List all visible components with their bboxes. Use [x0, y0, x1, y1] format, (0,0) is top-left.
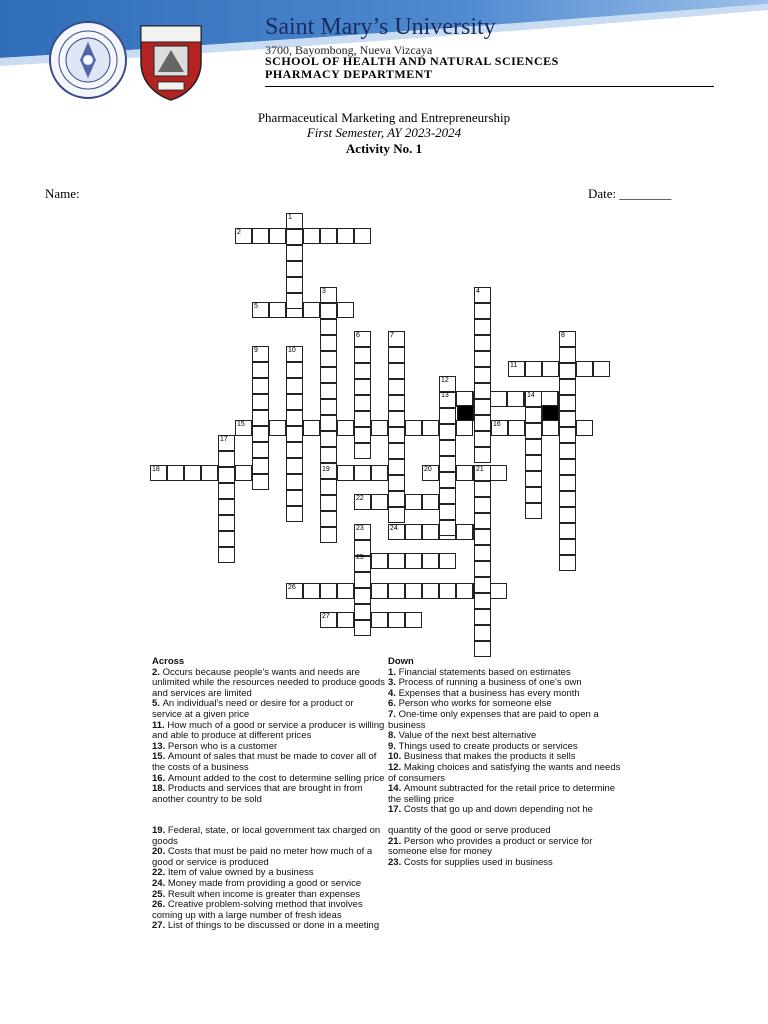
- crossword-cell[interactable]: [354, 465, 371, 481]
- clue-item: [152, 752, 386, 773]
- crossword-cell[interactable]: [559, 427, 576, 443]
- down-heading: Down: [388, 656, 414, 667]
- crossword-cell[interactable]: [218, 515, 235, 531]
- clue-number: 13.: [152, 740, 168, 752]
- clue-text: Costs that go up and down depending not he: [403, 804, 593, 816]
- crossword-cell[interactable]: [320, 319, 337, 335]
- crossword-cell[interactable]: [507, 391, 524, 407]
- clue-text: Products and services that are brought in from another country to be sold: [152, 783, 363, 805]
- crossword-blocked-cell: [542, 405, 559, 421]
- crossword-cell[interactable]: [474, 415, 491, 431]
- crossword-cell[interactable]: [167, 465, 184, 481]
- crossword-cell[interactable]: [337, 612, 354, 628]
- crossword-cell[interactable]: [559, 491, 576, 507]
- clue-text: Process of running a business of one’s own: [398, 677, 582, 689]
- crossword-clue-number: 21: [476, 466, 484, 473]
- clue-number: 24.: [152, 877, 168, 889]
- crossword-cell[interactable]: [320, 495, 337, 511]
- crossword-cell[interactable]: [354, 228, 371, 244]
- crossword-cell[interactable]: [439, 456, 456, 472]
- crossword-cell[interactable]: [474, 513, 491, 529]
- crossword-clue-number: 12: [441, 377, 449, 384]
- clue-item: [152, 921, 386, 932]
- clue-number: 11.: [152, 719, 168, 731]
- clue-text: Making choices and satisfying the wants and needs of consumers: [388, 761, 621, 784]
- crossword-clue-number: 2: [237, 229, 241, 236]
- crossword-cell[interactable]: [337, 420, 354, 436]
- clue-item: [152, 900, 386, 921]
- clue-text: Amount of sales that must be made to cover all of the costs of a business: [152, 751, 377, 773]
- crossword-cell[interactable]: [354, 411, 371, 427]
- across-clues-bottom: [152, 826, 386, 932]
- crossword-cell[interactable]: [405, 553, 422, 569]
- crossword-cell[interactable]: [388, 347, 405, 363]
- clue-item: [152, 699, 386, 720]
- clue-number: 19.: [152, 825, 168, 836]
- crossword-cell[interactable]: [456, 524, 473, 540]
- crossword-cell[interactable]: [439, 488, 456, 504]
- crossword-cell[interactable]: [388, 411, 405, 427]
- crossword-clue-number: 9: [254, 347, 258, 354]
- crossword-cell[interactable]: [371, 553, 388, 569]
- semester-label: First Semester, AY 2023-2024: [306, 125, 462, 140]
- crossword-cell[interactable]: [474, 593, 491, 609]
- crossword-cell[interactable]: [303, 302, 320, 318]
- crossword-cell[interactable]: [286, 426, 303, 442]
- crossword-cell[interactable]: [474, 481, 491, 497]
- crossword-clue-number: 14: [527, 392, 535, 399]
- clue-text: Occurs because people’s wants and needs are unlimited while the resources needed to produce goods and services are limited: [152, 666, 385, 699]
- crossword-cell[interactable]: [286, 442, 303, 458]
- crossword-cell[interactable]: [525, 361, 542, 377]
- crossword-cell[interactable]: [371, 465, 388, 481]
- crossword-cell[interactable]: [388, 459, 405, 475]
- crossword-cell[interactable]: [388, 379, 405, 395]
- crossword-cell[interactable]: [439, 504, 456, 520]
- clue-number: 20.: [152, 846, 168, 858]
- clue-text: Value of the next best alternative: [398, 730, 537, 742]
- clue-text: Creative problem-solving method that involves coming up with a large number of fresh ideas: [152, 899, 363, 921]
- clue-number: 6.: [388, 698, 399, 710]
- crossword-cell[interactable]: [354, 604, 371, 620]
- clue-number: 15.: [152, 751, 168, 763]
- crossword-cell[interactable]: [525, 439, 542, 455]
- clue-number: 16.: [152, 772, 168, 784]
- crossword-clue-number: 19: [322, 466, 330, 473]
- crossword-cell[interactable]: [474, 303, 491, 319]
- crossword-cell[interactable]: [405, 583, 422, 599]
- crossword-cell[interactable]: [439, 408, 456, 424]
- crossword-cell[interactable]: [474, 641, 491, 657]
- clue-text: Financial statements based on estimates: [398, 666, 571, 678]
- crossword-cell[interactable]: [337, 228, 354, 244]
- crossword-cell[interactable]: [388, 395, 405, 411]
- crossword-cell[interactable]: [269, 228, 286, 244]
- clue-number: 5.: [152, 698, 163, 710]
- clue-number: 25.: [152, 888, 168, 900]
- crossword-cell[interactable]: [439, 553, 456, 569]
- crossword-cell[interactable]: [388, 475, 405, 491]
- crossword-cell[interactable]: [405, 420, 422, 436]
- clue-item: [152, 784, 386, 805]
- crossword-cell[interactable]: [354, 379, 371, 395]
- clue-text: Amount added to the cost to determine selling price: [167, 772, 385, 784]
- crossword-cell[interactable]: [474, 609, 491, 625]
- crossword-cell[interactable]: [218, 547, 235, 563]
- crossword-cell[interactable]: [218, 499, 235, 515]
- crossword-cell[interactable]: [405, 524, 422, 540]
- crossword-cell[interactable]: [286, 245, 303, 261]
- crossword-cell[interactable]: [354, 347, 371, 363]
- crossword-clue-number: 5: [254, 303, 258, 310]
- crossword-cell[interactable]: [559, 379, 576, 395]
- crossword-cell[interactable]: [320, 228, 337, 244]
- clue-item: [388, 710, 628, 731]
- crossword-clue-number: 1: [288, 214, 292, 221]
- crossword-cell[interactable]: [286, 394, 303, 410]
- crossword-cell[interactable]: [474, 383, 491, 399]
- crossword-cell[interactable]: [286, 261, 303, 277]
- crossword-cell[interactable]: [337, 465, 354, 481]
- clue-text: Costs that must be paid no meter how much of a good or service is produced: [152, 846, 373, 868]
- clue-number: 7.: [388, 708, 399, 720]
- crossword-cell[interactable]: [474, 351, 491, 367]
- clue-item: [152, 721, 386, 742]
- crossword-cell[interactable]: [371, 420, 388, 436]
- clue-text: Result when income is greater than expenses: [167, 888, 361, 900]
- crossword-cell[interactable]: [422, 420, 439, 436]
- down-clues-bottom: [388, 826, 628, 868]
- crossword-cell[interactable]: [508, 420, 525, 436]
- clue-item: [152, 847, 386, 868]
- crossword-cell[interactable]: [439, 583, 456, 599]
- clue-text: List of things to be discussed or done in a meeting: [167, 920, 380, 932]
- crossword-cell[interactable]: [320, 367, 337, 383]
- clue-text: One-time only expenses that are paid to open a business: [388, 708, 599, 731]
- crossword-cell[interactable]: [456, 465, 473, 481]
- crossword-cell[interactable]: [286, 474, 303, 490]
- crossword-cell[interactable]: [354, 427, 371, 443]
- crossword-cell[interactable]: [286, 293, 303, 309]
- school-name: SCHOOL OF HEALTH AND NATURAL SCIENCES: [265, 54, 559, 68]
- down-clues-top: [388, 657, 628, 816]
- clue-item: [388, 858, 628, 869]
- crossword-clue-number: 24: [390, 525, 398, 532]
- crossword-cell[interactable]: [388, 612, 405, 628]
- crossword-cell[interactable]: [525, 455, 542, 471]
- crossword-cell[interactable]: [320, 511, 337, 527]
- crossword-cell[interactable]: [422, 583, 439, 599]
- crossword-cell[interactable]: [269, 302, 286, 318]
- crossword-cell[interactable]: [252, 442, 269, 458]
- crossword-cell[interactable]: [337, 302, 354, 318]
- crossword-clue-number: 26: [288, 584, 296, 591]
- clue-text: quantity of the good or serve produced: [388, 825, 551, 836]
- clue-number: 22.: [152, 867, 168, 879]
- crossword-cell[interactable]: [286, 490, 303, 506]
- clue-number: 27.: [152, 920, 168, 932]
- crossword-cell[interactable]: [388, 363, 405, 379]
- clue-text: Costs for supplies used in business: [403, 856, 553, 868]
- crossword-cell[interactable]: [490, 465, 507, 481]
- crossword-cell[interactable]: [405, 612, 422, 628]
- crossword-cell[interactable]: [252, 362, 269, 378]
- crossword-clue-number: 11: [510, 362, 518, 369]
- crossword-cell[interactable]: [525, 423, 542, 439]
- name-field-label: Name:: [45, 186, 80, 201]
- crossword-cell[interactable]: [252, 394, 269, 410]
- crossword-cell[interactable]: [474, 431, 491, 447]
- crossword-clue-number: 4: [476, 288, 480, 295]
- clue-text: How much of a good or service a producer is willing and able to produce at different prices: [152, 719, 385, 742]
- crossword-cell[interactable]: [388, 553, 405, 569]
- crossword-cell[interactable]: [474, 545, 491, 561]
- crossword-cell[interactable]: [559, 539, 576, 555]
- crossword-clue-number: 27: [322, 613, 330, 620]
- crossword-cell[interactable]: [559, 475, 576, 491]
- clue-text: Amount subtracted for the retail price to determine the selling price: [388, 783, 616, 805]
- crossword-cell[interactable]: [286, 458, 303, 474]
- clue-text: Person who works for someone else: [398, 698, 552, 710]
- crossword-clue-number: 17: [220, 436, 228, 443]
- crossword-cell[interactable]: [337, 583, 354, 599]
- crossword-cell[interactable]: [576, 361, 593, 377]
- crossword-cell[interactable]: [525, 503, 542, 519]
- crossword-cell[interactable]: [286, 362, 303, 378]
- clue-number: 14.: [388, 783, 404, 795]
- clue-text: Federal, state, or local government tax charged on goods: [152, 825, 381, 847]
- clue-number: 18.: [152, 783, 168, 795]
- crossword-cell[interactable]: [559, 363, 576, 379]
- crossword-cell[interactable]: [474, 529, 491, 545]
- crossword-clue-number: 16: [493, 421, 501, 428]
- crossword-clue-number: 15: [237, 421, 245, 428]
- crossword-cell[interactable]: [252, 426, 269, 442]
- crossword-cell[interactable]: [320, 527, 337, 543]
- crossword-cell[interactable]: [269, 420, 286, 436]
- crossword-cell[interactable]: [252, 410, 269, 426]
- department-name: PHARMACY DEPARTMENT: [265, 67, 433, 81]
- crossword-cell[interactable]: [405, 494, 422, 510]
- crossword-cell[interactable]: [320, 447, 337, 463]
- crossword-clue-number: 6: [356, 332, 360, 339]
- clue-text: Item of value owned by a business: [167, 867, 314, 879]
- crossword-cell[interactable]: [593, 361, 610, 377]
- crossword-cell[interactable]: [474, 399, 491, 415]
- crossword-cell[interactable]: [320, 335, 337, 351]
- crossword-cell[interactable]: [354, 572, 371, 588]
- crossword-cell[interactable]: [252, 474, 269, 490]
- crossword-cell[interactable]: [218, 451, 235, 467]
- crossword-cell[interactable]: [320, 479, 337, 495]
- crossword-cell[interactable]: [320, 583, 337, 599]
- crossword-cell[interactable]: [422, 494, 439, 510]
- crossword-cell[interactable]: [218, 531, 235, 547]
- crossword-clue-number: 25: [356, 554, 364, 561]
- crossword-cell[interactable]: [320, 399, 337, 415]
- clue-text: Things used to create products or services: [398, 740, 578, 752]
- clue-text: Person who is a customer: [167, 740, 278, 752]
- crossword-cell[interactable]: [320, 415, 337, 431]
- crossword-cell[interactable]: [559, 411, 576, 427]
- clue-number: 9.: [388, 740, 399, 752]
- clue-number: 21.: [388, 835, 404, 847]
- university-address: 3700, Bayombong, Nueva Vizcaya: [265, 43, 433, 57]
- crossword-cell[interactable]: [474, 577, 491, 593]
- activity-title: Activity No. 1: [345, 141, 423, 156]
- crossword-cell[interactable]: [218, 483, 235, 499]
- crossword-cell[interactable]: [422, 524, 439, 540]
- crossword-clue-number: 10: [288, 347, 296, 354]
- crossword-cell[interactable]: [303, 420, 320, 436]
- clue-number: 17.: [388, 804, 404, 816]
- crossword-cell[interactable]: [439, 424, 456, 440]
- crossword-cell[interactable]: [320, 431, 337, 447]
- crossword-cell[interactable]: [252, 458, 269, 474]
- crossword-cell[interactable]: [354, 395, 371, 411]
- clue-item: [388, 784, 628, 805]
- crossword-cell[interactable]: [371, 583, 388, 599]
- crossword-cell[interactable]: [371, 494, 388, 510]
- crossword-cell[interactable]: [474, 625, 491, 641]
- crossword-cell[interactable]: [286, 410, 303, 426]
- clue-text: Money made from providing a good or service: [167, 877, 362, 889]
- crossword-cell[interactable]: [474, 497, 491, 513]
- crossword-cell[interactable]: [303, 583, 320, 599]
- across-heading: Across: [152, 656, 185, 667]
- crossword-cell[interactable]: [252, 378, 269, 394]
- crossword-cell[interactable]: [354, 363, 371, 379]
- clue-text: Expenses that a business has every month: [398, 687, 580, 699]
- crossword-cell[interactable]: [456, 583, 473, 599]
- crossword-cell[interactable]: [439, 520, 456, 536]
- crossword-cell[interactable]: [286, 378, 303, 394]
- clue-number: 2.: [152, 666, 163, 678]
- crossword-cell[interactable]: [218, 467, 235, 483]
- crossword-cell[interactable]: [559, 347, 576, 363]
- crossword-cell[interactable]: [559, 555, 576, 571]
- crossword-cell[interactable]: [235, 465, 252, 481]
- crossword-cell[interactable]: [422, 553, 439, 569]
- crossword-cell[interactable]: [303, 228, 320, 244]
- crossword-cell[interactable]: [559, 395, 576, 411]
- crossword-cell[interactable]: [474, 335, 491, 351]
- crossword-cell[interactable]: [490, 391, 507, 407]
- crossword-cell[interactable]: [354, 620, 371, 636]
- crossword-cell[interactable]: [388, 583, 405, 599]
- crossword-cell[interactable]: [559, 523, 576, 539]
- clue-number: 3.: [388, 677, 399, 689]
- clue-number: 1.: [388, 666, 399, 678]
- clue-item: [152, 668, 386, 700]
- crossword-clue-number: 20: [424, 466, 432, 473]
- crossword-cell[interactable]: [252, 228, 269, 244]
- clue-item: [388, 837, 628, 858]
- crossword-cell[interactable]: [320, 351, 337, 367]
- university-name: Saint Mary’s University: [265, 14, 496, 40]
- crossword-cell[interactable]: [388, 491, 405, 507]
- crossword-clue-number: 7: [390, 332, 394, 339]
- across-clues-top: [152, 657, 386, 805]
- crossword-cell[interactable]: [525, 487, 542, 503]
- crossword-cell[interactable]: [286, 229, 303, 245]
- crossword-cell[interactable]: [439, 472, 456, 488]
- crossword-cell[interactable]: [320, 383, 337, 399]
- crossword-cell[interactable]: [456, 420, 473, 436]
- crossword-cell[interactable]: [542, 361, 559, 377]
- clue-text: Business that makes the products it sells: [403, 751, 576, 763]
- clue-number: 23.: [388, 856, 404, 868]
- crossword-blocked-cell: [457, 405, 474, 421]
- crossword-cell[interactable]: [559, 459, 576, 475]
- crossword-cell[interactable]: [388, 507, 405, 523]
- crossword-cell[interactable]: [286, 277, 303, 293]
- crossword-clue-number: 23: [356, 525, 364, 532]
- clue-text: An individual’s need or desire for a product or service at a given price: [152, 698, 354, 720]
- crossword-cell[interactable]: [490, 583, 507, 599]
- crossword-clue-number: 18: [152, 466, 160, 473]
- crossword-cell[interactable]: [474, 447, 491, 463]
- date-field-label: Date: ________: [588, 186, 672, 201]
- crossword-cell[interactable]: [474, 367, 491, 383]
- clue-item: [388, 805, 628, 816]
- crossword-cell[interactable]: [388, 427, 405, 443]
- crossword-cell[interactable]: [354, 588, 371, 604]
- crossword-cell[interactable]: [559, 507, 576, 523]
- crossword-cell[interactable]: [201, 465, 218, 481]
- crossword-cell[interactable]: [474, 319, 491, 335]
- clue-number: 26.: [152, 899, 168, 911]
- clue-number: 8.: [388, 730, 399, 742]
- crossword-cell[interactable]: [388, 443, 405, 459]
- clue-text: Person who provides a product or service for someone else for money: [388, 835, 593, 858]
- clue-number: 12.: [388, 761, 404, 773]
- crossword-clue-number: 22: [356, 495, 364, 502]
- clue-item: [388, 763, 628, 784]
- crossword-cell[interactable]: [354, 443, 371, 459]
- crossword-cell[interactable]: [184, 465, 201, 481]
- course-title: Pharmaceutical Marketing and Entrepreneurship: [257, 110, 511, 125]
- crossword-cell[interactable]: [525, 471, 542, 487]
- crossword-clue-number: 13: [441, 392, 449, 399]
- crossword-cell[interactable]: [371, 612, 388, 628]
- crossword-cell[interactable]: [474, 561, 491, 577]
- crossword-clue-number: 3: [322, 288, 326, 295]
- clue-number: 4.: [388, 687, 399, 699]
- crossword-cell[interactable]: [542, 420, 559, 436]
- clue-number: 10.: [388, 751, 404, 763]
- crossword-clue-number: 8: [561, 332, 565, 339]
- crossword-cell[interactable]: [320, 303, 337, 319]
- crossword-cell[interactable]: [576, 420, 593, 436]
- crossword-cell[interactable]: [286, 506, 303, 522]
- crossword-cell[interactable]: [559, 443, 576, 459]
- clue-item: [152, 826, 386, 847]
- crossword-cell[interactable]: [439, 440, 456, 456]
- crossword-cell[interactable]: [525, 407, 542, 423]
